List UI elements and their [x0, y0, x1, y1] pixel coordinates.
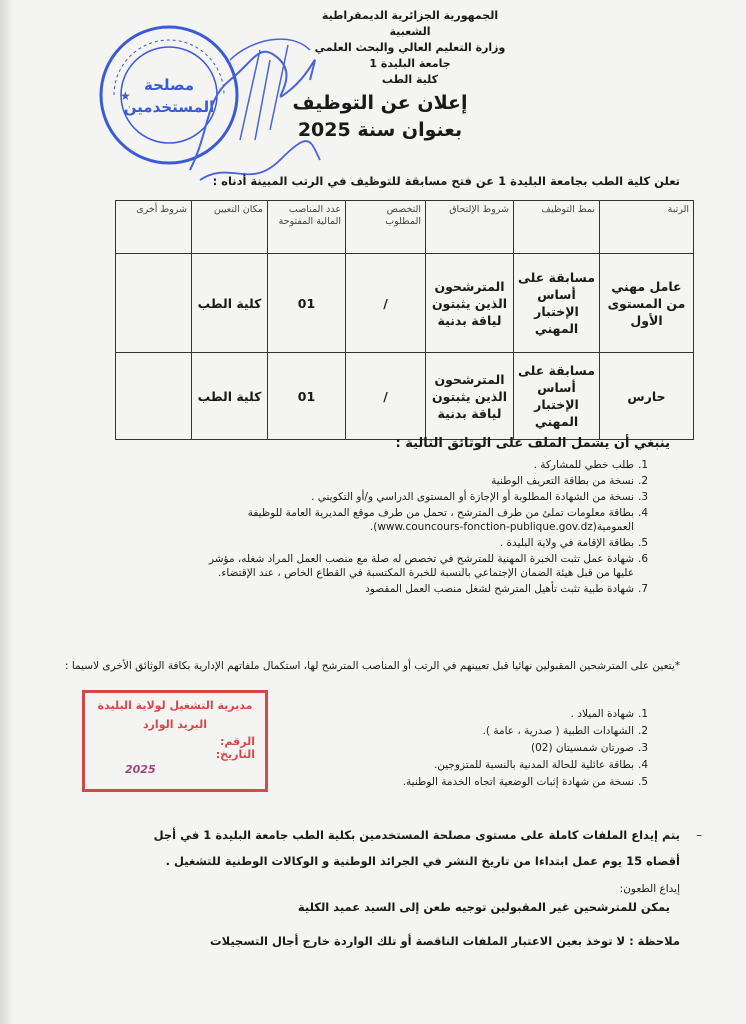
stamp-rect-line3: الرقم:: [220, 735, 255, 748]
list-item: [200, 536, 660, 550]
list-text: نسخة من الشهادة المطلوبة أو الإجازة أو المستوى الدراسي و/أو التكويني .: [311, 491, 634, 503]
table-cell: المترشحون الذين يثبتون لياقة بدنية: [426, 353, 514, 440]
deposit-instructions: [150, 822, 702, 874]
list-number: 2.: [638, 725, 649, 737]
table-cell: [116, 254, 192, 353]
list-number: 7.: [638, 583, 649, 595]
table-cell: مسابقة على أساس الإختبار المهني: [514, 254, 600, 353]
list-item: [200, 582, 660, 596]
list-number: 3.: [638, 491, 649, 503]
intro-text: تعلن كلية الطب بجامعة البليدة 1 عن فتح مسابقة للتوظيف في الرتب المبينة أدناه :: [212, 174, 680, 188]
table-header-cell: عدد المناصب المالية المفتوحة: [268, 201, 346, 254]
list-item: [200, 458, 660, 472]
header-faculty: كلية الطب: [381, 73, 439, 86]
list-text: نسخة من بطاقة التعريف الوطنية: [491, 475, 634, 487]
stamp-rect-line4: التاريخ:: [215, 748, 255, 761]
title-line1: إعلان عن التوظيف: [292, 92, 468, 114]
additional-documents-note: *يتعين على المترشحين المقبولين نهائيا قبل تعيينهم في الرتب أو المناصب المترشح لها، استكمال ملفاتهم الإدارية بكافة الوثائق الأخرى لاسيما :: [64, 660, 680, 672]
title-line2: بعنوان سنة 2025: [297, 119, 463, 141]
list-item: [320, 741, 660, 755]
official-header: [300, 8, 520, 88]
additional-documents-list: [320, 707, 660, 792]
scan-edge-shadow: [0, 0, 14, 1024]
table-cell: 01: [268, 353, 346, 440]
appeal-label: إيداع الطعون:: [619, 883, 680, 895]
required-documents-list: [200, 458, 660, 598]
stamp-circle-line2: المستخدمين: [123, 98, 215, 116]
list-number: 3.: [638, 742, 649, 754]
table-cell: كلية الطب: [192, 353, 268, 440]
list-item: [200, 552, 660, 580]
stamp-rect-line1: مديرية التشغيل لولاية البليدة: [97, 699, 253, 712]
list-number: 6.: [638, 553, 649, 565]
svg-text:★: ★: [120, 89, 131, 103]
list-item: [200, 490, 660, 504]
list-text: نسخة من شهادة إثبات الوضعية اتجاه الخدمة الوطنية.: [402, 776, 634, 788]
table-header-cell: مكان التعيين: [192, 201, 268, 254]
list-text: بطاقة عائلية للحالة المدنية بالنسبة للمتزوجين.: [433, 759, 634, 771]
list-number: 5.: [638, 776, 649, 788]
table-cell: حارس: [600, 353, 694, 440]
stamp-rect-line2: البريد الوارد: [142, 718, 208, 731]
list-item: [320, 707, 660, 721]
table-row: [116, 353, 694, 440]
list-number: 1.: [638, 708, 649, 720]
list-item: [320, 775, 660, 789]
list-text: طلب خطي للمشاركة .: [533, 459, 634, 471]
positions-table: [115, 200, 694, 440]
table-cell: المترشحون الذين يثبتون لياقة بدنية: [426, 254, 514, 353]
list-text: شهادة عمل تثبت الخبرة المهنية للمترشح في تخصص له صلة مع منصب العمل المراد شغله، مؤشر عليها من قبل هيئة الضمان الإجتماعي بالنسبة للخبرة المكتسبة في القطاع الخاص ، عند الإقتضاء.: [208, 553, 634, 579]
list-number: 4.: [638, 507, 649, 519]
list-text: الشهادات الطبية ( صدرية ، عامة ).: [482, 725, 634, 737]
table-cell: [116, 353, 192, 440]
list-number: 1.: [638, 459, 649, 471]
table-cell: /: [346, 353, 426, 440]
mail-received-stamp: [82, 690, 268, 792]
documents-title: ينبغي أن يشمل الملف على الوثائق التالية :: [395, 436, 670, 451]
table-header-cell: الرتبة: [600, 201, 694, 254]
table-cell: 01: [268, 254, 346, 353]
list-number: 2.: [638, 475, 649, 487]
list-item: [200, 474, 660, 488]
table-header-cell: شروط الإلتحاق: [426, 201, 514, 254]
list-item: [200, 506, 660, 534]
header-ministry: وزارة التعليم العالي والبحث العلمي: [314, 41, 506, 54]
table-cell: /: [346, 254, 426, 353]
list-text: بطاقة الإقامة في ولاية البليدة .: [499, 537, 634, 549]
table-header-cell: نمط التوظيف: [514, 201, 600, 254]
table-header-cell: شروط أخرى: [116, 201, 192, 254]
list-text: شهادة طبية تثبت تأهيل المترشح لشغل منصب العمل المقصود: [365, 583, 634, 595]
list-number: 4.: [638, 759, 649, 771]
dash-bullet: –: [696, 828, 702, 842]
header-university: جامعة البليدة 1: [369, 57, 451, 70]
table-header-row: [116, 201, 694, 254]
table-header-cell: التخصص المطلوب: [346, 201, 426, 254]
deposit-text: يتم إيداع الملفات كاملة على مستوى مصلحة المستخدمين بكلية الطب جامعة البليدة 1 في أجل أقصاه 15 يوم عمل ابتداءا من تاريخ النشر في الجرائد الوطنية و الوكالات الوطنية للتشغيل .: [153, 828, 680, 868]
final-note: ملاحظة : لا توخذ بعين الاعتبار الملفات الناقصة أو تلك الواردة خارج أجال التسجيلات: [210, 934, 680, 948]
list-item: [320, 758, 660, 772]
header-republic: الجمهورية الجزائرية الديمقراطية الشعبية: [321, 9, 499, 38]
table-cell: عامل مهني من المستوى الأول: [600, 254, 694, 353]
list-text: بطاقة معلومات تملئ من طرف المترشح ، تحمل من طرف موقع المديرية العامة للوظيفة العمومية(www.councours-fonction-publique.gov.dz).: [247, 507, 634, 533]
list-text: شهادة الميلاد .: [570, 708, 634, 720]
table-row: [116, 254, 694, 353]
announcement-title: [290, 90, 470, 144]
stamp-circle-line1: مصلحة: [143, 76, 195, 94]
list-number: 5.: [638, 537, 649, 549]
list-text: صورتان شمسيتان (02): [531, 742, 634, 754]
stamp-rect-date: 2025: [125, 763, 156, 776]
appeal-text: يمكن للمترشحين غير المقبولين توجيه طعن إلى السيد عميد الكلية: [297, 900, 670, 914]
table-cell: كلية الطب: [192, 254, 268, 353]
table-cell: مسابقة على أساس الإختبار المهني: [514, 353, 600, 440]
list-item: [320, 724, 660, 738]
